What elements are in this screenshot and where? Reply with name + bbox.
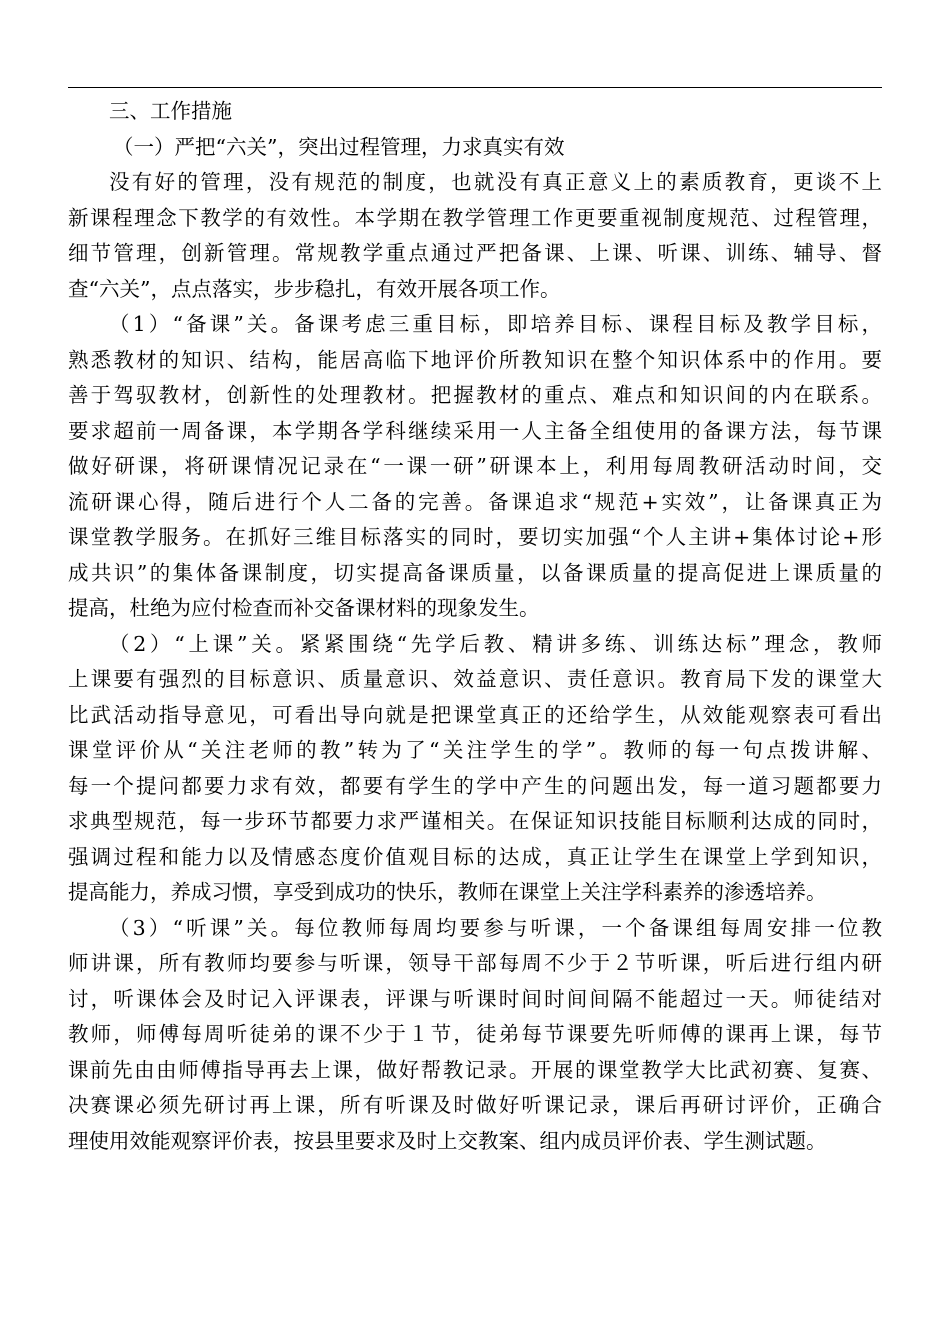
paragraph-intro [68, 165, 882, 307]
paragraph-line: 细节管理，创新管理。常规教学重点通过严把备课、上课、听课、训练、辅导、督 [68, 241, 882, 265]
paragraph-line: 每一个提问都要力求有效，都要有学生的学中产生的问题出发，每一道习题都要力 [68, 773, 882, 798]
paragraph-line: 师讲课，所有教师均要参与听课，领导干部每周不少于２节听课，听后进行组内研 [68, 951, 882, 975]
document-body [68, 94, 882, 1159]
paragraph-line: 提高，杜绝为应付检查而补交备课材料的现象发生。 [68, 596, 540, 620]
paragraph-line: 善于驾驭教材，创新性的处理教材。把握教材的重点、难点和知识间的内在联系。 [68, 383, 882, 407]
paragraph-tingke [68, 911, 882, 1160]
paragraph-line: 课前先由由师傅指导再去上课，做好帮教记录。开展的课堂教学大比武初赛、复赛、 [68, 1057, 882, 1082]
paragraph-line: 决赛课必须先研讨再上课，所有听课及时做好听课记录，课后再研讨评价，正确合 [68, 1093, 882, 1117]
paragraph-line: 讨，听课体会及时记入评课表，评课与听课时间时间间隔不能超过一天。师徒结对 [68, 986, 882, 1011]
paragraph-line: 课堂教学服务。在抓好三维目标落实的同时，要切实加强“个人主讲+集体讨论+形 [68, 525, 882, 549]
paragraph-line: 课堂评价从“关注老师的教”转为了“关注学生的学”。教师的每一句点拨讲解、 [68, 738, 882, 762]
paragraph-line: （1）“备课”关。备课考虑三重目标，即培养目标、课程目标及教学目标， [109, 312, 882, 336]
paragraph-line: （3）“听课”关。每位教师每周均要参与听课，一个备课组每周安排一位教 [109, 915, 882, 940]
paragraph-line: 流研课心得，随后进行个人二备的完善。备课追求“规范+实效”，让备课真正为 [68, 489, 882, 514]
paragraph-line: 做好研课，将研课情况记录在“一课一研”研课本上，利用每周教研活动时间，交 [68, 454, 882, 478]
paragraph-line: 上课要有强烈的目标意识、质量意识、效益意识、责任意识。教育局下发的课堂大 [68, 667, 882, 691]
paragraph-line: 强调过程和能力以及情感态度价值观目标的达成，真正让学生在课堂上学到知识， [68, 844, 882, 869]
paragraph-beike [68, 307, 882, 627]
paragraph-line: （2）“上课”关。紧紧围绕“先学后教、精讲多练、训练达标”理念，教师 [109, 631, 882, 656]
header-rule [68, 87, 882, 88]
paragraph-line: 提高能力，养成习惯，享受到成功的快乐，教师在课堂上关注学科素养的渗透培养。 [68, 880, 827, 904]
paragraph-line: 理使用效能观察评价表，按县里要求及时上交教案、组内成员评价表、学生测试题。 [68, 1128, 827, 1153]
subsection-heading: （一）严把“六关”，突出过程管理，力求真实有效 [113, 134, 565, 159]
paragraph-line: 查“六关”，点点落实，步步稳扎，有效开展各项工作。 [68, 276, 561, 301]
section-heading: 三、工作措施 [109, 99, 232, 123]
paragraph-line: 成共识”的集体备课制度，切实提高备课质量，以备课质量的提高促进上课质量的 [68, 560, 882, 585]
paragraph-line: 要求超前一周备课，本学期各学科继续采用一人主备全组使用的备课方法，每节课 [68, 418, 882, 443]
paragraph-line: 比武活动指导意见，可看出导向就是把课堂真正的还给学生，从效能观察表可看出 [68, 702, 882, 727]
paragraph-line: 求典型规范，每一步环节都要力求严谨相关。在保证知识技能目标顺利达成的同时， [68, 809, 882, 833]
paragraph-line: 新课程理念下教学的有效性。本学期在教学管理工作更要重视制度规范、过程管理， [68, 205, 882, 230]
paragraph-line: 没有好的管理，没有规范的制度，也就没有真正意义上的素质教育，更谈不上 [109, 170, 882, 194]
paragraph-line: 教师，师傅每周听徒弟的课不少于１节，徒弟每节课要先听师傅的课再上课，每节 [68, 1022, 882, 1046]
paragraph-line: 熟悉教材的知识、结构，能居高临下地评价所教知识在整个知识体系中的作用。要 [68, 347, 882, 372]
paragraph-shangke [68, 627, 882, 911]
